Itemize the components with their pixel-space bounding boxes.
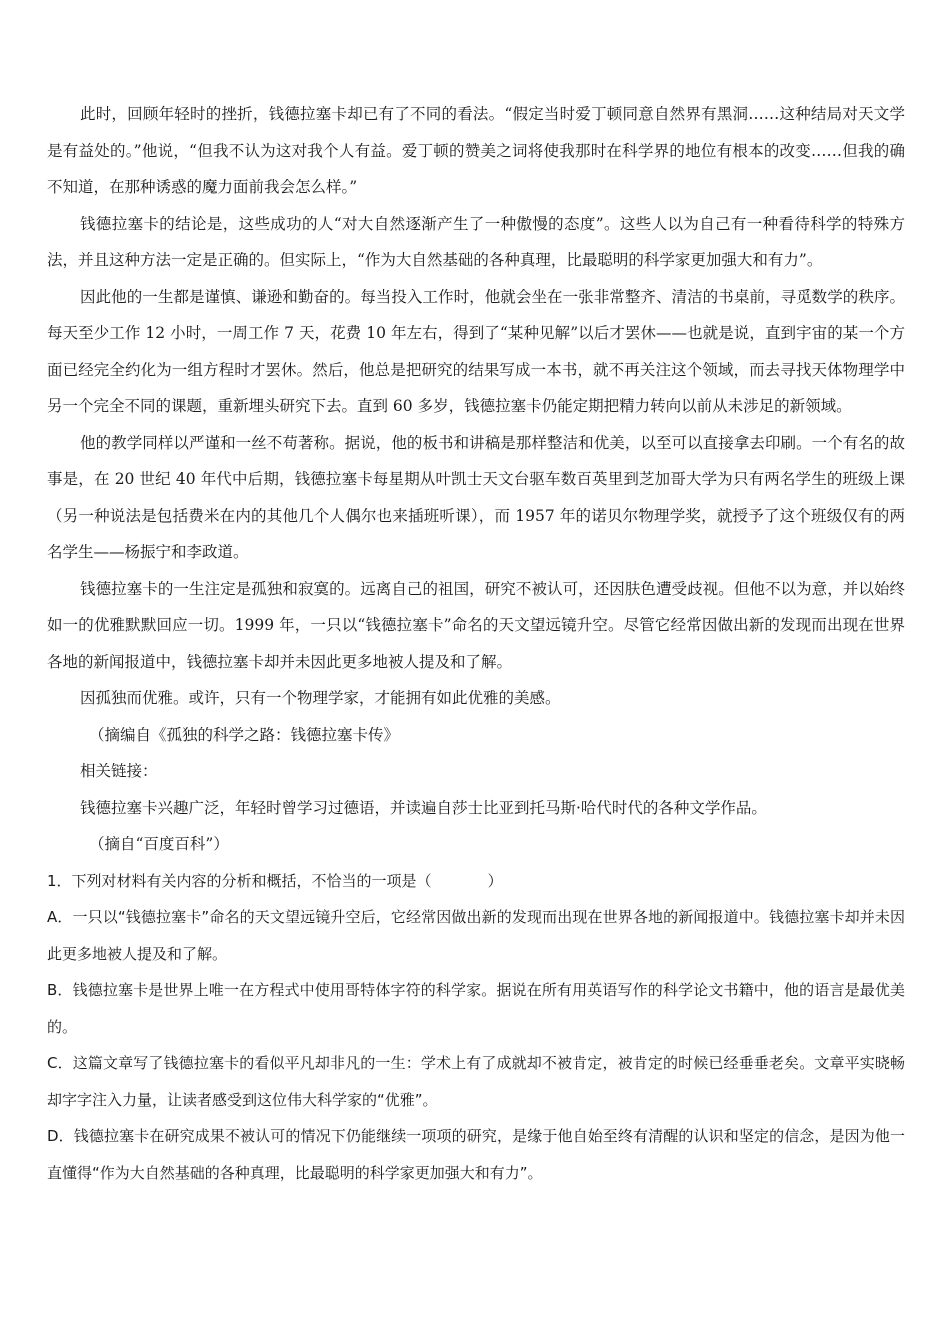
article-paragraph-3: 因此他的一生都是谨慎、谦逊和勤奋的。每当投入工作时，他就会坐在一张非常整齐、清洁的书桌前，寻觅数学的秩序。每天至少工作 12 小时，一周工作 7 天，花费 10 年左右，得到了“某种见解”以后才罢休——也就是说，直到宇宙的某一个方面已经完全约化为一组方程时才罢休。然后，他总是把研究的结果写成一本书，就不再关注这个领域，而去寻找天体物理学中另一个完全不同的课题，重新埋头研究下去。直到 60 多岁，钱德拉塞卡仍能定期把精力转向以前从未涉足的新领域。 xyxy=(47,287,905,415)
option-b: B．钱德拉塞卡是世界上唯一在方程式中使用哥特体字符的科学家。据说在所有用英语写作的科学论文书籍中，他的语言是最优美的。 xyxy=(47,981,905,1036)
answer-paren-open: （ xyxy=(416,871,432,890)
article-paragraph-2: 钱德拉塞卡的结论是，这些成功的人“对大自然逐渐产生了一种傲慢的态度”。这些人以为自己有一种看待科学的特殊方法，并且这种方法一定是正确的。但实际上，“作为大自然基础的各种真理，比最聪明的科学家更加强大和有力”。 xyxy=(47,214,905,269)
article-paragraph-6: 因孤独而优雅。或许，只有一个物理学家，才能拥有如此优雅的美感。 xyxy=(80,689,561,707)
article-paragraph-1: 此时，回顾年轻时的挫折，钱德拉塞卡却已有了不同的看法。“假定当时爱丁顿同意自然界有黑洞……这种结局对天文学是有益处的。”他说，“但我不认为这对我个人有益。爱丁顿的赞美之词将使我那时在科学界的地位有根本的改变……但我的确不知道，在那种诱惑的魔力面前我会怎么样。” xyxy=(47,105,905,196)
option-d: D．钱德拉塞卡在研究成果不被认可的情况下仍能继续一项项的研究，是缘于他自始至终有清醒的认识和坚定的信念，是因为他一直懂得“作为大自然基础的各种真理，比最聪明的科学家更加强大和有力”。 xyxy=(47,1127,905,1182)
document-page xyxy=(47,96,905,1191)
option-a: A．一只以“钱德拉塞卡”命名的天文望远镜升空后，它经常因做出新的发现而出现在世界各地的新闻报道中。钱德拉塞卡却并未因此更多地被人提及和了解。 xyxy=(47,908,905,963)
question-stem-text: 1．下列对材料有关内容的分析和概括，不恰当的一项是 xyxy=(47,871,417,890)
related-link-heading: 相关链接： xyxy=(80,762,158,780)
article-paragraph-4: 他的教学同样以严谨和一丝不苟著称。据说，他的板书和讲稿是那样整洁和优美，以至可以直接拿去印刷。一个有名的故事是，在 20 世纪 40 年代中后期，钱德拉塞卡每星期从叶凯士天文台驱车数百英里到芝加哥大学为只有两名学生的班级上课（另一种说法是包括费米在内的其他几个人偶尔也来插班听课），而 1957 年的诺贝尔物理学奖，就授予了这个班级仅有的两名学生——杨振宁和李政道。 xyxy=(47,433,905,561)
article-paragraph-5: 钱德拉塞卡的一生注定是孤独和寂寞的。远离自己的祖国，研究不被认可，还因肤色遭受歧视。但他不以为意，并以始终如一的优雅默默回应一切。1999 年，一只以“钱德拉塞卡”命名的天文望远镜升空。尽管它经常因做出新的发现而出现在世界各地的新闻报道中，钱德拉塞卡却并未因此更多地被人提及和了解。 xyxy=(47,579,905,671)
option-c: C．这篇文章写了钱德拉塞卡的看似平凡却非凡的一生：学术上有了成就却不被肯定，被肯定的时候已经垂垂老矣。文章平实晓畅却字字注入力量，让读者感受到这位伟大科学家的“优雅”。 xyxy=(47,1054,905,1109)
related-link-source: （摘自“百度百科”） xyxy=(89,835,229,853)
question-stem xyxy=(47,863,905,900)
related-link-text: 钱德拉塞卡兴趣广泛，年轻时曾学习过德语，并读遍自莎士比亚到托马斯·哈代时代的各种文学作品。 xyxy=(80,798,767,817)
article-source: （摘编自《孤独的科学之路：钱德拉塞卡传》 xyxy=(89,725,400,744)
answer-paren-close: ） xyxy=(487,871,503,890)
